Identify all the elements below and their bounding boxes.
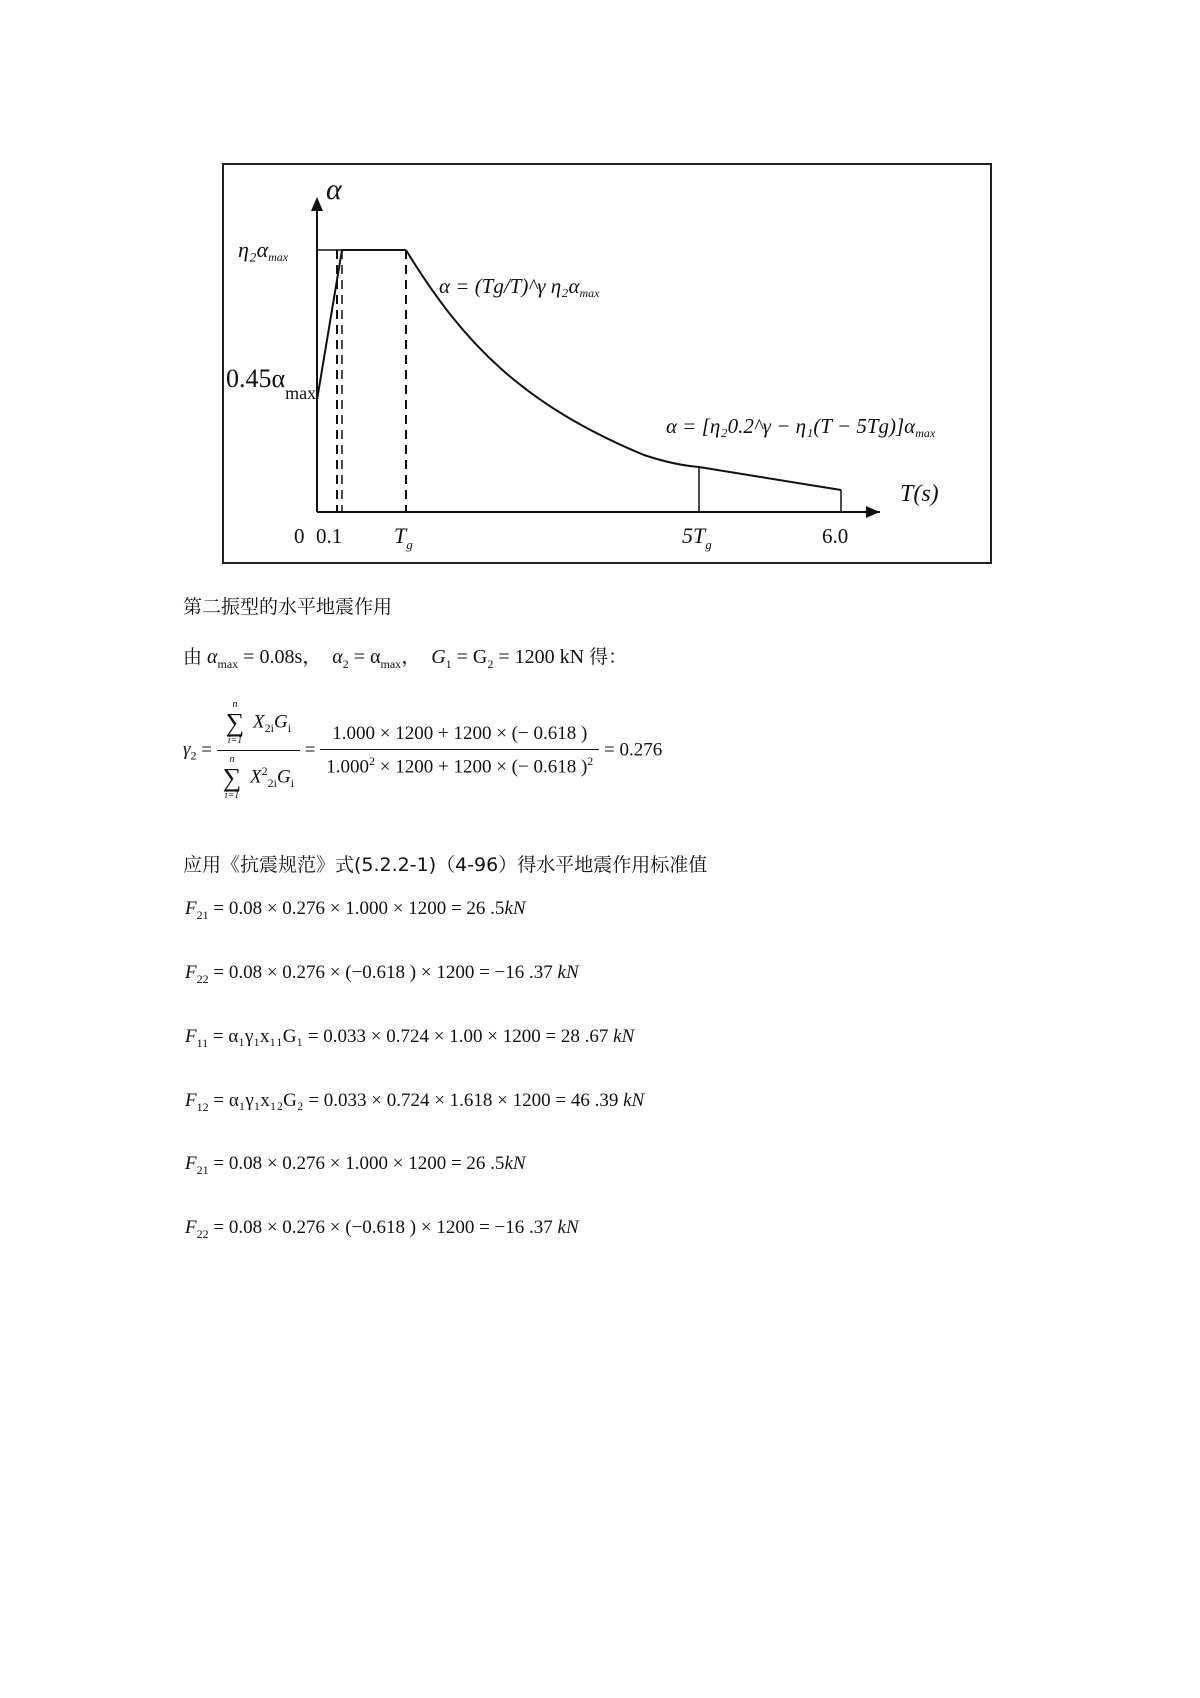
y-axis-label: α [326,173,342,206]
force-equation-3: $F_{11} = \alpha_1\gamma_1x_{11}G_1 = 0.033 \times 0.724 \times 1.00 \times 1200 = 28$ .67 kN [185,1026,635,1050]
given-values-line: 由 $\alpha_{max} = 0.08s$， $\alpha_2 = \alpha_{max}$， $G_1 = G_2 = 1200$ kN 得： [183,646,628,671]
section-heading: 第二振型的水平地震作用 [183,596,393,618]
tick-6: 6.0 [822,524,849,548]
decay-formula-label: α = (Tg/T)^γ η₂αmax [439,274,600,300]
symbolic-fraction: n ∑ i=1 $X_{2i}G_i$ n ∑ i=1 $X^2_{2i}G_i$ [217,700,300,801]
participation-factor-formula: $\gamma_2$ = n ∑ i=1 $X_{2i}G_i$ n ∑ i=1 $X^2_{2i}G_i$ = $\frac{1.000 \times 1200 + 1200 \times (- 0.618 )}{1.000^2 \times 1200 + 1200 \times (- 0.618 )^2}$ = 0.276 [183,699,663,801]
plateau-level-label: η₂αmax [238,237,289,264]
force-equation-4: $F_{12} = \alpha_1\gamma_1x_{12}G_2 = 0.033 \times 0.724 \times 1.618 \times 1200 = 46$ .39 kN [185,1090,645,1114]
force-equation-1: $F_{21} = 0.08 \times 0.276 \times 1.000 \times 1200 = 26$ .5kN [185,898,526,922]
tick-0: 0 [294,524,305,548]
response-spectrum-figure [222,163,992,564]
linear-tail-segment [699,467,841,490]
force-equation-5: $F_{21} = 0.08 \times 0.276 \times 1.000 \times 1200 = 26$ .5kN [185,1153,526,1177]
tick-tg: $T_g$ [394,523,413,552]
tick-5tg: $5T_g$ [682,523,712,552]
tick-0-1: 0.1 [316,524,343,548]
numeric-fraction: $\frac{1.000 \times 1200 + 1200 \times (- 0.618 )}{1.000^2 \times 1200 + 1200 \times (- 0.618 )^2}$ [320,723,599,778]
gamma-result: = 0.276 [604,739,663,761]
force-equation-2: $F_{22} = 0.08 \times 0.276 \times (-0.618$ ) × 1200 = −16 .37 kN [185,962,579,986]
force-equation-6: $F_{22} = 0.08 \times 0.276 \times (-0.618$ ) × 1200 = −16 .37 kN [185,1217,579,1241]
apply-code-text: 应用《抗震规范》式(5.2.2-1)（4-96）得水平地震作用标准值 [183,854,708,876]
x-axis-label: T(s) [900,481,939,507]
ramp-plateau-segment [317,250,406,400]
y-axis-arrow [311,197,323,211]
start-level-label: $0.45\alpha_{max}$ [226,364,317,403]
tail-formula-label: α = [η₂0.2^γ − η₁(T − 5Tg)]αmax [666,414,936,440]
spectrum-svg [224,165,994,566]
x-axis-arrow [866,506,880,518]
